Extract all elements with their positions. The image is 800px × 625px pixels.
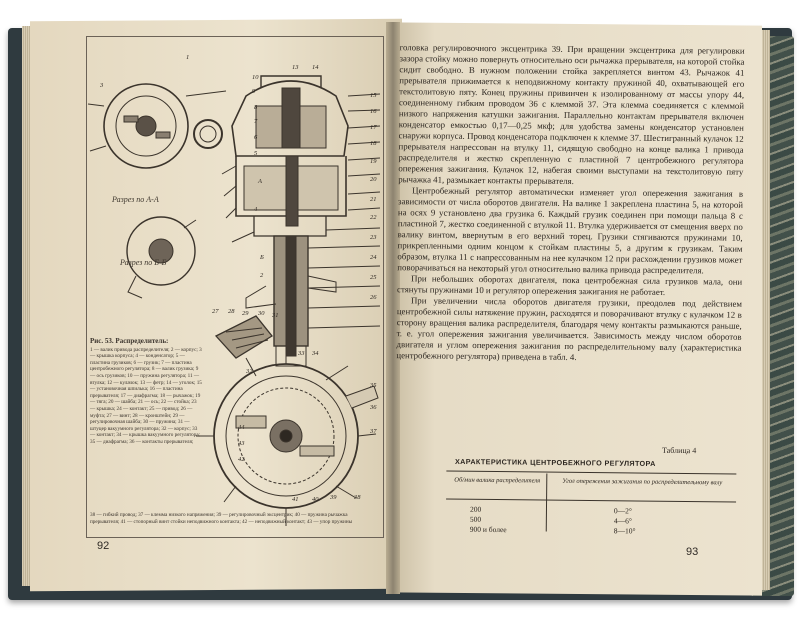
section-label-a: Разрез по А-А xyxy=(112,195,159,204)
callout-25: 25 xyxy=(370,274,377,281)
callout-28: 28 xyxy=(228,308,235,315)
callout-44: 44 xyxy=(238,424,245,431)
table-cell-angle: 8—10° xyxy=(613,526,636,536)
callout-23: 23 xyxy=(370,234,377,241)
callout-3: 3 xyxy=(100,82,104,89)
table-cell-rpm: 200 xyxy=(469,504,482,514)
table-column-divider xyxy=(546,474,548,532)
figure-caption xyxy=(90,338,202,446)
callout-27: 27 xyxy=(212,308,219,315)
table-cell-angle: 4—6° xyxy=(613,516,632,526)
figure-legend-bottom: 38 — гибкий провод; 37 — клемма низкого напряжения; 39 — регулировочный эксцентрик; 40 — пружина рычажка прерывателя; 41 — стопорный винт стойки неподвижного контакта; 42 — неподвижный контакт; 43 — упор пружины xyxy=(90,512,353,525)
table-cell-rpm: 900 и более xyxy=(469,524,507,535)
figure-legend: 1 — валик привода распределителя; 2 — корпус; 3 — крышка корпуса; 4 — конденсатор; 5 — пластина грузиков; 6 — грузик; 7 — пластина центробежного регулятора; 8 — валик грузика; 9 — ось грузиков; 10 — пружина регулятора; 11 — втулка; 12 — кулачок; 13 — фетр; 14 — уголок; 15 — установочная шпилька; 16 — пластина прерывателя; 17 — диафрагма; 18 — рычажок; 19 — тяга; 20 — шайба; 21 — ось; 22 — стойка; 23 — крышка; 24 — контакт; 25 — привод; 26 — муфта; 27 — винт; 28 — кронштейн; 29 — регулировочная шайба; 30 — пружина; 31 — штуцер вакуумного регулятора; 32 — корпус; 33 — контакт; 34 — крышка вакуумного регулятора; 35 — диафрагма; 36 — контакты прерывателя; xyxy=(90,346,202,445)
paragraph: головка регулировочного эксцентрика 39. При вращении эксцентрика для регулировки зазора стойку можно повернуть относительно оси рычажка прерывателя, на которой стойка сидит свободно. В нужном положении стойка закрепляется винтом 43. Рычажок 41 прерывателя прижимается к неподвижному контакту пружиной 40, охватывающей его текстолитовую пяту. Конец пружины привинчен к изолированному от массы упору 44, соединенному гибким проводом 36 с клеммой 37. Эта клемма соединяется с клеммой низкого напряжения катушки зажигания. Параллельно контактам прерывателя включен конденсатор емкостью 0,17—0,25 мкф; для удобства замены конденсатор установлен снаружи корпуса. Провод конденсатора подключен к клемме 37. Шестигранный кулачок 12 прерывателя напрессован на втулку 11, сидящую свободно на конце валика 1 привода распределителя и жестко скрепленную с пластиной 7 центробежного регулятора опережения зажигания. Кулачок 12, набегая своими выступами на текстолитовую пяту рычажка 41, размыкает контакты прерывателя. xyxy=(398,42,745,187)
callout-26: 26 xyxy=(370,294,377,301)
callout-13: 13 xyxy=(292,64,299,71)
section-label-b: Разрез по Б-Б xyxy=(120,258,167,267)
characteristics-table xyxy=(446,470,737,543)
callout-5: 5 xyxy=(254,150,258,157)
callout-16: 16 xyxy=(370,108,377,115)
callout-31: 31 xyxy=(272,312,279,319)
callout-29: 29 xyxy=(242,310,249,317)
callout-2: 2 xyxy=(260,272,264,279)
callout-33: 33 xyxy=(298,350,305,357)
table-label: Таблица 4 xyxy=(661,445,697,456)
callout-18: 18 xyxy=(370,140,377,147)
callout-32: 32 xyxy=(246,368,253,375)
table-header-rpm: Об/мин валика распределителя xyxy=(454,476,541,485)
table-cell-angle: 0—2° xyxy=(613,506,633,516)
callout-8: 8 xyxy=(254,104,258,111)
callout-37: 37 xyxy=(370,428,377,435)
callout-A: A xyxy=(258,178,262,185)
page-number-left: 92 xyxy=(97,540,110,552)
callout-41: 41 xyxy=(292,496,299,503)
callout-34: 34 xyxy=(312,350,319,357)
callout-7: 7 xyxy=(254,118,258,125)
table-header-angle: Угол опережения зажигания по распределительному валу xyxy=(562,477,723,487)
paragraph: Центробежный регулятор автоматически изменяет угол опережения зажигания в зависимости от числа оборотов двигателя. На валике 1 закреплена пластина 5, на которой на осях 9 установлено два грузика 6. Каждый грузик соединен при помощи пальца 8 с пластиной 7, жестко соединенной с втулкой 11. Втулка удерживается от смещения вверх по валику винтом, ввернутым в его верхний торец. Грузики стягиваются пружинами 10, прикрепленными одним концом к стойкам пластины 5, а другим к грузикам. Таким образом, втулка 11 с напрессованным на нее кулачком 12 при расхождении грузиков может поворачиваться на некоторый угол относительно валика привода распределителя. xyxy=(397,185,744,276)
callout-15: 15 xyxy=(370,92,377,99)
callout-30: 30 xyxy=(258,310,265,317)
paragraph: При увеличении числа оборотов двигателя грузики, преодолев под действием центробежной силы натяжение пружин, расходятся и поворачивают втулку с кулачком 12 в сторону вращения валика распределителя, благодаря чему контакты размыкаются раньше, т. е. угол опережения зажигания увеличивается. Зависимость между числом оборотов двигателя и углом опережения зажигания по распределительному валу (характеристика центробежного регулятора) приведена в табл. 4. xyxy=(396,295,743,363)
body-text xyxy=(396,42,744,365)
callout-35: 35 xyxy=(370,382,377,389)
callout-9: 9 xyxy=(252,88,256,95)
callout-42: 42 xyxy=(238,456,245,463)
callout-14: 14 xyxy=(312,64,319,71)
callout-B: Б xyxy=(260,254,264,261)
callout-20: 20 xyxy=(370,176,377,183)
table-cell-rpm: 500 xyxy=(469,514,482,524)
paragraph: При небольших оборотах двигателя, пока центробежная сила грузиков мала, они стянуты пружинами 10 и регулятор опережения зажигания не работает. xyxy=(397,273,743,297)
callout-6: 6 xyxy=(254,134,258,141)
callout-40: 40 xyxy=(312,496,319,503)
figure-title: Рис. 53. Распределитель: xyxy=(90,337,169,345)
table-heading: ХАРАКТЕРИСТИКА ЦЕНТРОБЕЖНОГО РЕГУЛЯТОРА xyxy=(454,456,656,469)
callout-4: 4 xyxy=(254,206,258,213)
callout-24: 24 xyxy=(370,254,377,261)
callout-10: 10 xyxy=(252,74,259,81)
callout-36: 36 xyxy=(370,404,377,411)
page-number-right: 93 xyxy=(686,546,699,558)
callout-17: 17 xyxy=(370,124,377,131)
table-rule xyxy=(446,498,736,502)
distributor-diagram xyxy=(86,36,382,536)
callout-43: 43 xyxy=(238,440,245,447)
callout-39: 39 xyxy=(330,494,337,501)
callout-19: 19 xyxy=(370,158,377,165)
callout-1: 1 xyxy=(186,54,190,61)
callout-38: 38 xyxy=(354,494,361,501)
callout-21: 21 xyxy=(370,196,377,203)
callout-22: 22 xyxy=(370,214,377,221)
